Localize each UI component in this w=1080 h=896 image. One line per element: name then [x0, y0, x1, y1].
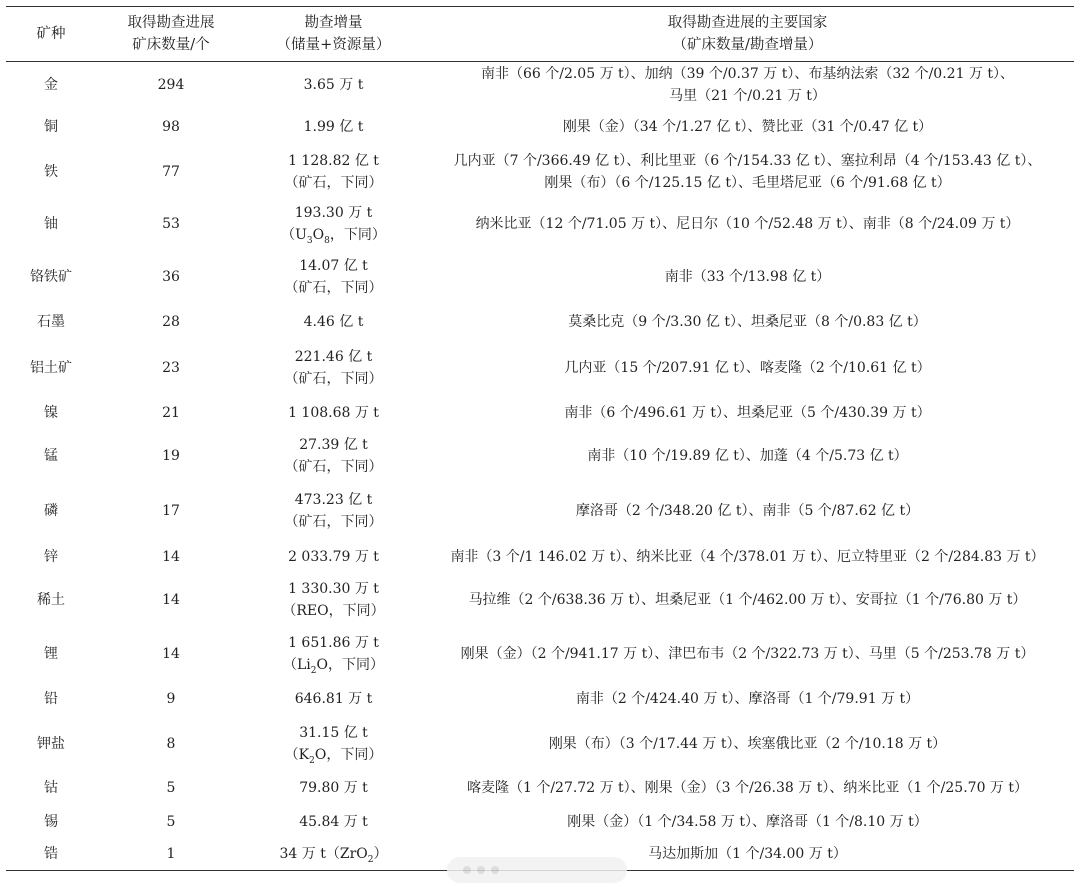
mineral-cell: 锰 [44, 448, 58, 464]
mineral-cell: 锌 [44, 548, 58, 565]
table-row [6, 305, 1074, 340]
countries-cell: 南非（3 个/1 146.02 万 t）、纳米比亚（4 个/378.01 万 t）、厄立特里亚（2 个/284.83 万 t） [450, 548, 1045, 565]
header-deposit-count: 取得勘查进展 矿床数量/个 [96, 7, 246, 62]
countries-cell: 喀麦隆（1 个/27.72 万 t）、刚果（金）（3 个/26.38 万 t）、纳米比亚（1 个/25.70 万 t） [466, 780, 1029, 796]
countries-cell: 莫桑比克（9 个/3.30 亿 t）、坦桑尼亚（8 个/0.83 亿 t） [568, 314, 927, 330]
increase-cell: 1.99 亿 t [303, 119, 364, 135]
countries-cell: 南非（10 个/19.89 亿 t）、加蓬（4 个/5.73 亿 t） [587, 448, 908, 464]
mineral-cell: 锡 [44, 813, 58, 830]
count-cell: 98 [162, 119, 180, 135]
countries-cell: 马达加斯加（1 个/34.00 万 t） [421, 839, 1074, 871]
count-cell: 36 [162, 269, 180, 285]
countries-cell: 几内亚（15 个/207.91 亿 t）、喀麦隆（2 个/10.61 亿 t） [564, 359, 931, 376]
increase-cell: 221.46 亿 t （矿石，下同） [284, 348, 383, 387]
mineral-cell: 镍 [44, 404, 58, 421]
table-row [6, 805, 1074, 839]
mineral-cell: 锂 [44, 645, 58, 662]
count-cell: 8 [166, 736, 176, 752]
header-exploration-increase: 勘查增量 （储量+资源量） [246, 7, 421, 62]
watermark-dot-icon [463, 866, 471, 874]
mineral-exploration-table [6, 6, 1074, 871]
countries-cell: 马拉维（2 个/638.36 万 t）、坦桑尼亚（1 个/462.00 万 t）、安哥拉（1 个/76.80 万 t） [468, 591, 1027, 608]
mineral-cell: 钴 [44, 780, 58, 796]
countries-cell: 摩洛哥（2 个/348.20 亿 t）、南非（5 个/87.62 亿 t） [575, 503, 920, 519]
count-cell: 14 [162, 548, 180, 565]
count-cell: 77 [162, 163, 180, 180]
increase-cell: 3.65 万 t [303, 77, 364, 94]
table-row [6, 717, 1074, 772]
table-row [6, 340, 1074, 396]
increase-cell: 2 033.79 万 t [288, 548, 379, 565]
increase-cell: 193.30 万 t （$U_3O_8$，下同） [281, 204, 386, 246]
count-cell: 9 [166, 691, 176, 707]
table-row [6, 146, 1074, 198]
table-row [6, 574, 1074, 626]
mineral-cell: 磷 [44, 503, 58, 519]
table-row [6, 540, 1074, 574]
table-row [6, 430, 1074, 483]
count-cell: 21 [162, 404, 180, 421]
countries-cell: 几内亚（7 个/366.49 亿 t）、利比里亚（6 个/154.33 亿 t）、塞拉利昂（4 个/153.43 亿 t）、 刚果（布）（6 个/125.15 亿 t）、毛里塔尼亚（6 个/91.68 亿 t） [453, 152, 1042, 191]
watermark-dot-icon [477, 866, 485, 874]
table-row [6, 62, 1074, 109]
mineral-cell: 铜 [44, 119, 58, 135]
header-row [6, 7, 1074, 62]
mineral-cell: 钾盐 [37, 736, 65, 752]
count-cell: 5 [166, 780, 176, 796]
countries-cell: 刚果（金）（2 个/941.17 万 t）、津巴布韦（2 个/322.73 万 t）、马里（5 个/253.78 万 t） [460, 645, 1035, 662]
count-cell: 28 [162, 314, 180, 330]
count-cell: 5 [166, 813, 176, 830]
countries-cell: 刚果（金）（34 个/1.27 亿 t）、赞比亚（31 个/0.47 亿 t） [562, 119, 933, 135]
countries-cell: 南非（6 个/496.61 万 t）、坦桑尼亚（5 个/430.39 万 t） [564, 404, 931, 421]
count-cell: 53 [162, 215, 180, 232]
increase-cell: 34 万 t（ZrO$_2$） [246, 839, 421, 871]
increase-cell: 646.81 万 t [294, 691, 373, 707]
mineral-cell: 金 [44, 77, 58, 94]
table-row [6, 483, 1074, 540]
mineral-cell: 铁 [44, 163, 58, 180]
increase-cell: 45.84 万 t [299, 813, 368, 830]
table-row [6, 250, 1074, 305]
mineral-cell: 石墨 [37, 314, 65, 330]
increase-cell: 27.39 亿 t （矿石，下同） [284, 437, 383, 475]
count-cell: 23 [162, 359, 180, 376]
countries-cell: 纳米比亚（12 个/71.05 万 t）、尼日尔（10 个/52.48 万 t）、南非（8 个/24.09 万 t） [475, 215, 1020, 232]
table-row [6, 109, 1074, 146]
count-cell: 14 [162, 591, 180, 608]
count-cell: 19 [162, 448, 180, 464]
count-cell: 14 [162, 645, 180, 662]
countries-cell: 刚果（金）（1 个/34.58 万 t）、摩洛哥（1 个/8.10 万 t） [567, 813, 928, 830]
header-mineral: 矿种 [6, 7, 96, 62]
increase-cell: 1 330.30 万 t （REO，下同） [282, 580, 385, 619]
mineral-cell: 锆 [6, 839, 96, 871]
table-row [6, 772, 1074, 805]
increase-cell: 1 108.68 万 t [288, 404, 379, 421]
table-row [6, 626, 1074, 682]
header-main-countries: 取得勘查进展的主要国家 （矿床数量/勘查增量） [421, 7, 1074, 62]
increase-cell: 31.15 亿 t （$K_2O$，下同） [284, 725, 383, 766]
countries-cell: 刚果（布）（3 个/17.44 万 t）、埃塞俄比亚（2 个/10.18 万 t） [548, 736, 947, 752]
increase-cell: 14.07 亿 t （矿石，下同） [284, 258, 383, 296]
mineral-cell: 稀土 [37, 591, 65, 608]
mineral-cell: 铅 [44, 691, 58, 707]
countries-cell: 南非（33 个/13.98 亿 t） [664, 269, 831, 285]
count-cell: 1 [96, 839, 246, 871]
increase-cell: 1 651.86 万 t （$Li_2O$，下同） [283, 634, 384, 676]
mineral-cell: 铝土矿 [30, 359, 72, 376]
watermark-dot-icon [491, 866, 499, 874]
watermark-overlay [447, 857, 627, 883]
increase-cell: 4.46 亿 t [303, 314, 364, 330]
count-cell: 294 [157, 77, 185, 94]
table-row [6, 682, 1074, 717]
increase-cell: 1 128.82 亿 t （矿石，下同） [284, 152, 383, 191]
increase-cell: 473.23 亿 t （矿石，下同） [284, 492, 383, 530]
count-cell: 17 [162, 503, 180, 519]
table-row [6, 396, 1074, 430]
countries-cell: 南非（2 个/424.40 万 t）、摩洛哥（1 个/79.91 万 t） [575, 691, 920, 707]
increase-cell: 79.80 万 t [299, 780, 368, 796]
mineral-cell: 铀 [44, 215, 58, 232]
countries-cell: 南非（66 个/2.05 万 t）、加纳（39 个/0.37 万 t）、布基纳法索（32 个/0.21 万 t）、 马里（21 个/0.21 万 t） [480, 66, 1015, 105]
mineral-cell: 铬铁矿 [30, 269, 72, 285]
table-row [6, 198, 1074, 250]
